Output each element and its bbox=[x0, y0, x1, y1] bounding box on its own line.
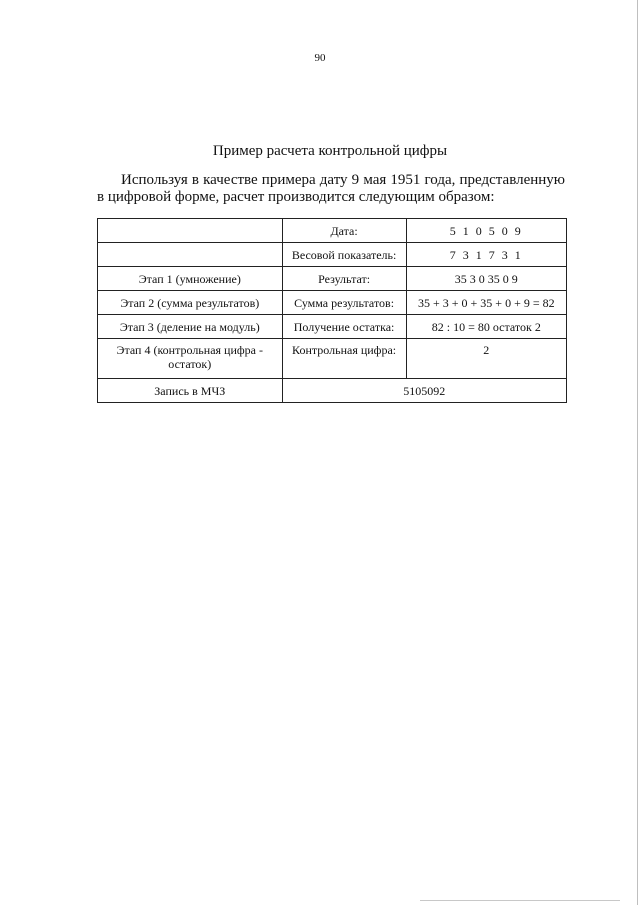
table-row-stage-1 bbox=[98, 267, 567, 291]
stage-cell bbox=[98, 243, 283, 267]
label-cell: Дата: bbox=[282, 219, 406, 243]
record-label-cell: Запись в МЧЗ bbox=[98, 379, 283, 403]
check-digit-table bbox=[97, 218, 567, 403]
table-row-record bbox=[98, 379, 567, 403]
stage-cell: Этап 3 (деление на модуль) bbox=[98, 315, 283, 339]
value-cell: 35 3 0 35 0 9 bbox=[406, 267, 566, 291]
stage-cell: Этап 4 (контрольная цифра - остаток) bbox=[98, 339, 283, 379]
table-row-stage-4 bbox=[98, 339, 567, 379]
page-number: 90 bbox=[314, 52, 326, 64]
value-cell: 7 3 1 7 3 1 bbox=[406, 243, 566, 267]
value-cell: 82 : 10 = 80 остаток 2 bbox=[406, 315, 566, 339]
label-cell: Контрольная цифра: bbox=[282, 339, 406, 379]
value-cell: 2 bbox=[406, 339, 566, 379]
stage-cell: Этап 1 (умножение) bbox=[98, 267, 283, 291]
label-cell: Результат: bbox=[282, 267, 406, 291]
page-edge-bottom bbox=[420, 900, 620, 901]
table-row-weights bbox=[98, 243, 567, 267]
table-row-stage-3 bbox=[98, 315, 567, 339]
stage-cell bbox=[98, 219, 283, 243]
table-row-stage-2 bbox=[98, 291, 567, 315]
label-cell: Весовой показатель: bbox=[282, 243, 406, 267]
section-title: Пример расчета контрольной цифры bbox=[212, 143, 448, 159]
stage-cell: Этап 2 (сумма результатов) bbox=[98, 291, 283, 315]
value-cell: 5 1 0 5 0 9 bbox=[406, 219, 566, 243]
label-cell: Получение остатка: bbox=[282, 315, 406, 339]
page-edge-right bbox=[637, 0, 638, 905]
value-cell: 35 + 3 + 0 + 35 + 0 + 9 = 82 bbox=[406, 291, 566, 315]
intro-paragraph: Используя в качестве примера дату 9 мая 1951 года, представленную в цифровой форме, расчет производится следующим образом: bbox=[97, 172, 565, 205]
label-cell: Сумма результатов: bbox=[282, 291, 406, 315]
table-row-date bbox=[98, 219, 567, 243]
record-value-cell: 5105092 bbox=[282, 379, 566, 403]
